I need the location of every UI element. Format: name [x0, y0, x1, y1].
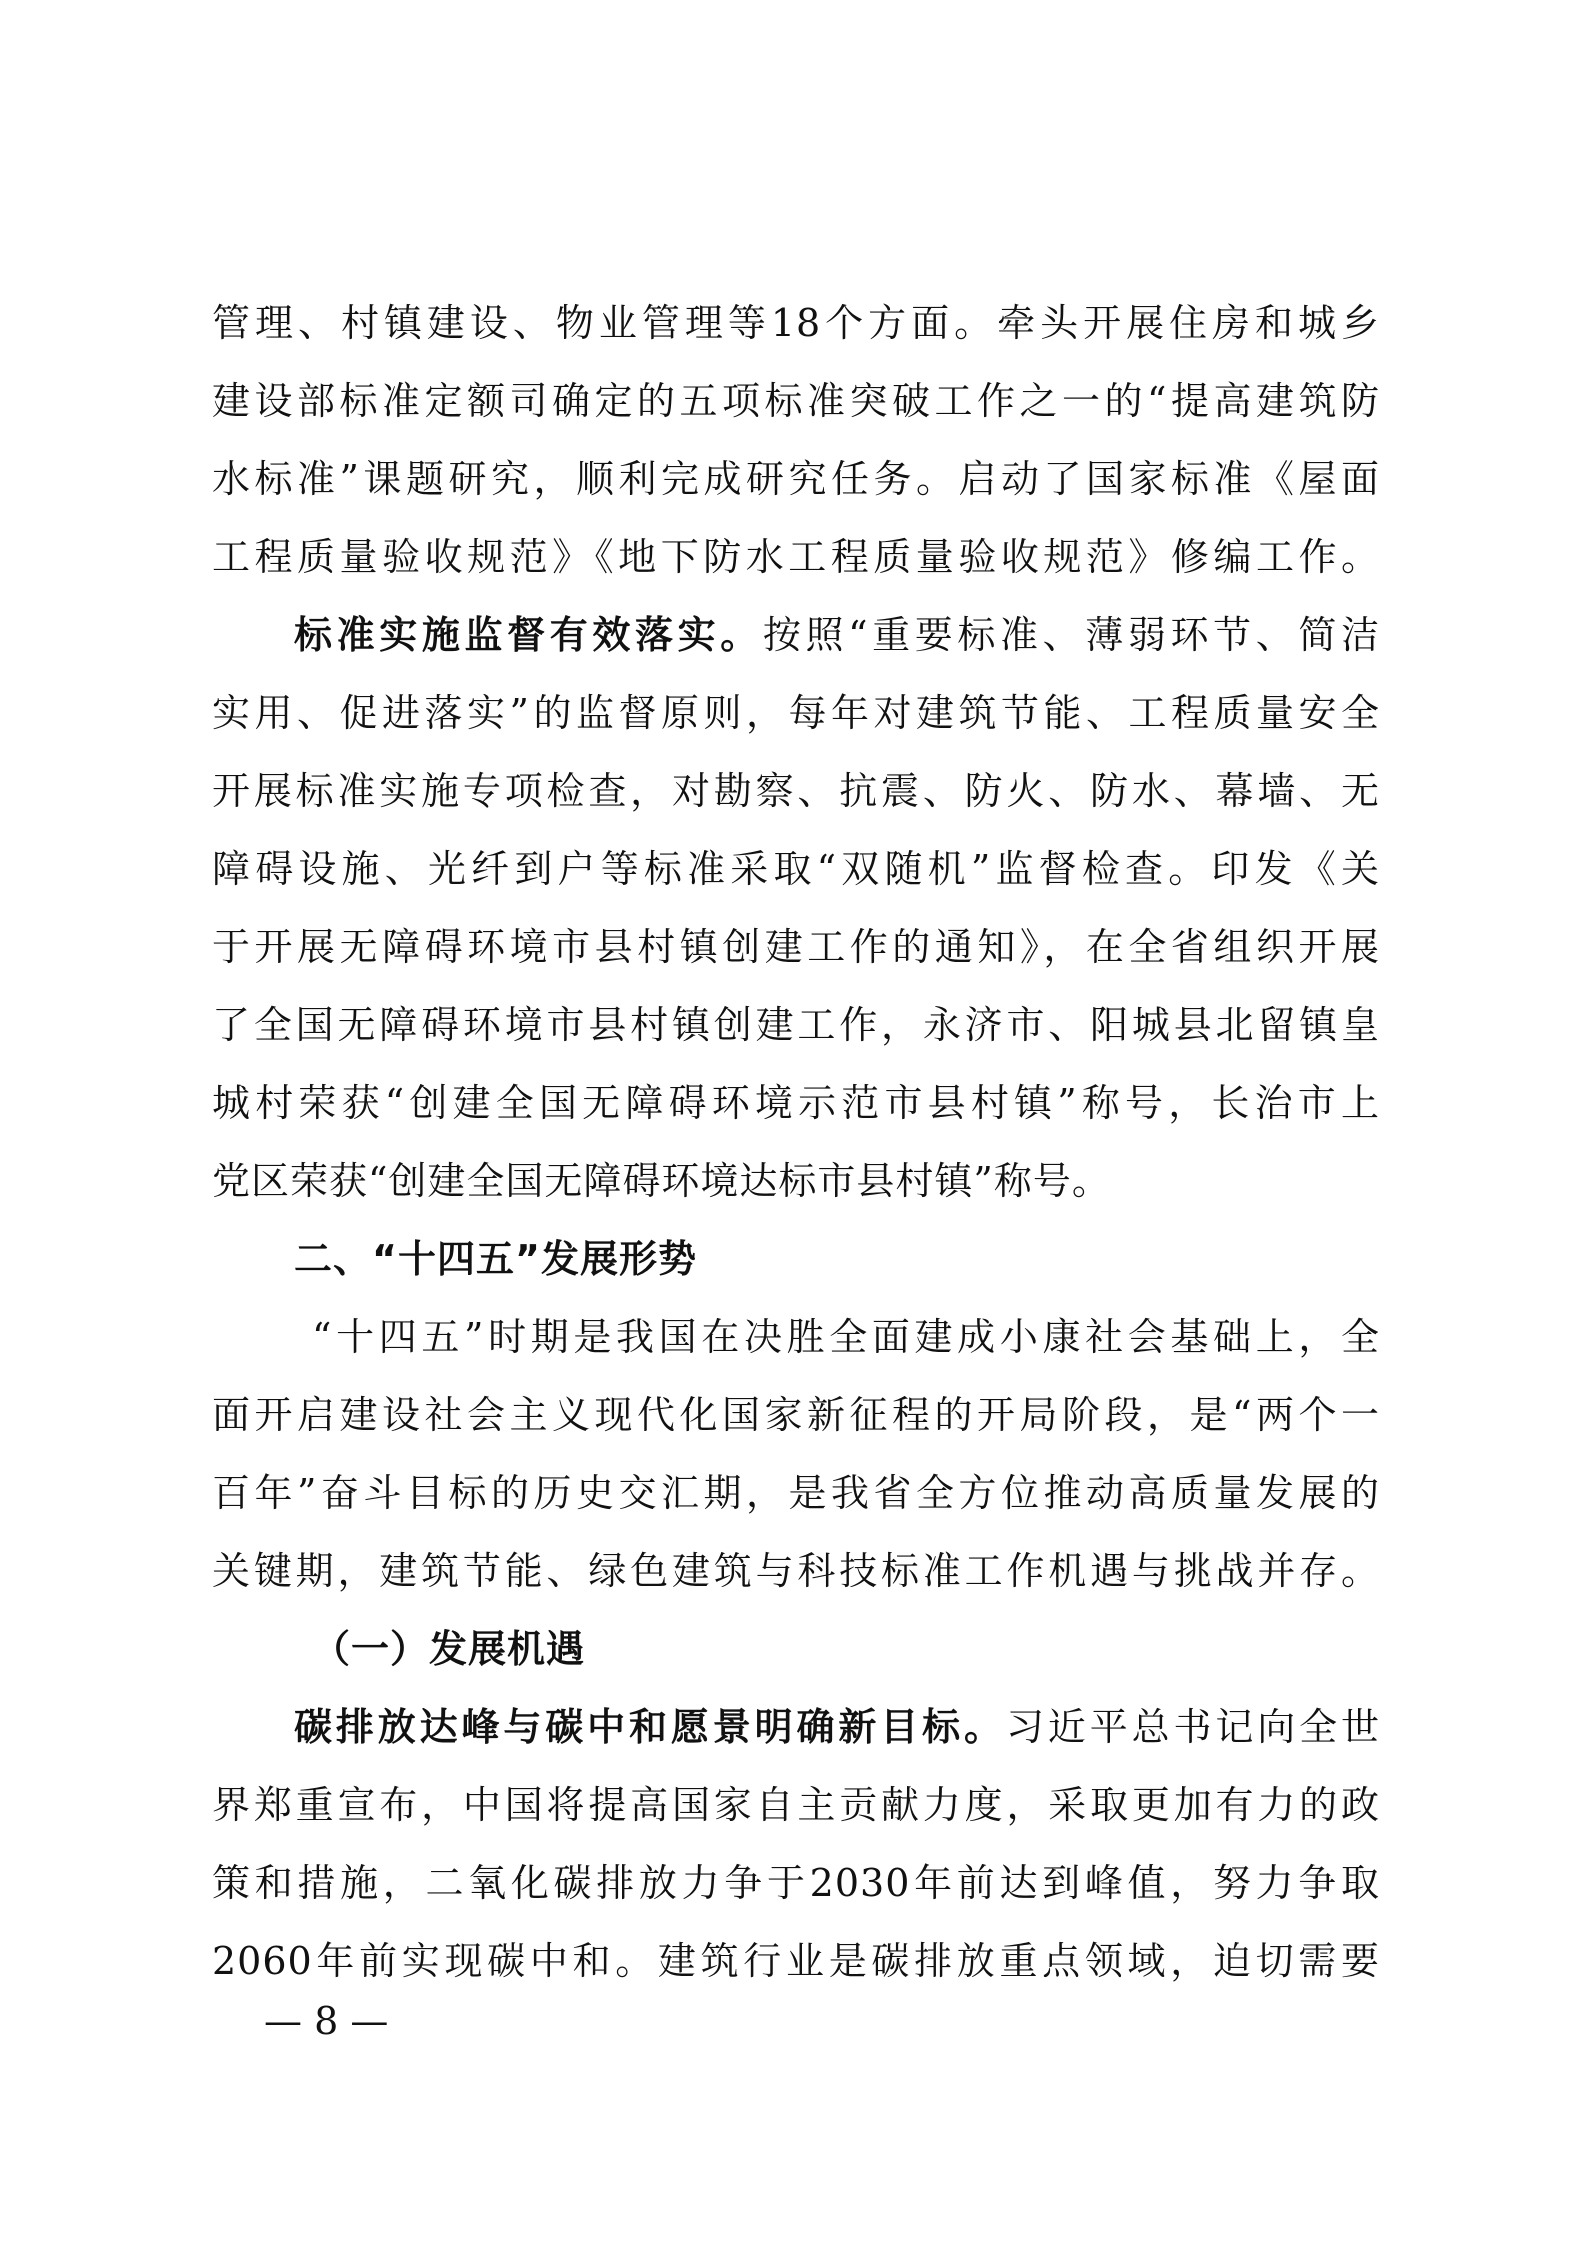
paragraph-line: 面开启建设社会主义现代化国家新征程的开局阶段，是“两个一 — [212, 1393, 1380, 1437]
paragraph-first-line — [212, 1688, 1380, 1766]
section-heading: 二、“十四五”发展形势 — [294, 1237, 697, 1281]
paragraph-line: 开展标准实施专项检查，对勘察、抗震、防火、防水、幕墙、无 — [212, 769, 1380, 813]
paragraph-lead-bold: 标准实施监督有效落实。 — [294, 612, 763, 657]
paragraph-line: 障碍设施、光纤到户等标准采取“双随机”监督检查。印发《关 — [212, 847, 1380, 891]
paragraph-lead-rest: 习近平总书记向全世 — [1005, 1705, 1380, 1749]
paragraph-line: 城村荣获“创建全国无障碍环境示范市县村镇”称号，长治市上 — [212, 1081, 1380, 1125]
paragraph-lead-rest: 按照“重要标准、薄弱环节、简洁 — [762, 613, 1380, 657]
paragraph-line: 管理、村镇建设、物业管理等18个方面。牵头开展住房和城乡 — [212, 301, 1380, 345]
paragraph-line: 界郑重宣布，中国将提高国家自主贡献力度，采取更加有力的政 — [212, 1783, 1380, 1827]
paragraph-line: 工程质量验收规范》《地下防水工程质量验收规范》修编工作。 — [212, 535, 1380, 579]
paragraph-line: 水标准”课题研究，顺利完成研究任务。启动了国家标准《屋面 — [212, 457, 1380, 501]
paragraph-line: 于开展无障碍环境市县村镇创建工作的通知》，在全省组织开展 — [212, 925, 1380, 969]
paragraph-first-line: “十四五”时期是我国在决胜全面建成小康社会基础上，全 — [312, 1315, 1380, 1359]
paragraph-lead-bold: 碳排放达峰与碳中和愿景明确新目标。 — [294, 1704, 1006, 1749]
paragraph-line: 2060年前实现碳中和。建筑行业是碳排放重点领域，迫切需要 — [212, 1939, 1380, 1983]
paragraph-line: 关键期，建筑节能、绿色建筑与科技标准工作机遇与挑战并存。 — [212, 1549, 1380, 1593]
subsection-heading: （一）发展机遇 — [312, 1626, 586, 1671]
paragraph-line: 策和措施，二氧化碳排放力争于2030年前达到峰值，努力争取 — [212, 1861, 1380, 1905]
paragraph-first-line — [212, 596, 1380, 674]
paragraph-line: 实用、促进落实”的监督原则，每年对建筑节能、工程质量安全 — [212, 691, 1380, 735]
page-number: — 8 — — [264, 1999, 389, 2043]
paragraph-line: 党区荣获“创建全国无障碍环境达标市县村镇”称号。 — [212, 1159, 1111, 1203]
paragraph-line: 了全国无障碍环境市县村镇创建工作，永济市、阳城县北留镇皇 — [212, 1003, 1380, 1047]
body-text — [212, 284, 1380, 2000]
paragraph-line: 百年”奋斗目标的历史交汇期，是我省全方位推动高质量发展的 — [212, 1471, 1380, 1515]
paragraph-line: 建设部标准定额司确定的五项标准突破工作之一的“提高建筑防 — [212, 379, 1380, 423]
